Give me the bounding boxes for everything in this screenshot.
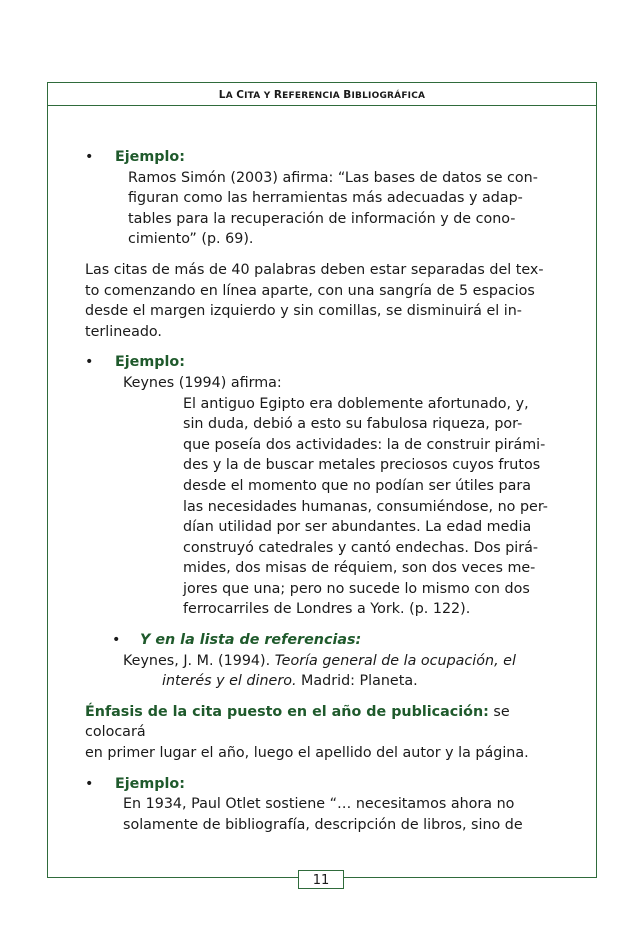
example-1-text — [85, 168, 563, 250]
bullet: • — [85, 354, 94, 371]
block-quote — [85, 394, 563, 621]
reference-title-cont: interés y el dinero. — [162, 673, 297, 690]
bullet: • — [85, 149, 94, 165]
text-line: Las citas de más de 40 palabras deben estar separadas del tex- — [85, 261, 544, 278]
text-line: En 1934, Paul Otlet sostiene “… necesitamos ahora no — [123, 796, 515, 813]
reference-author: Keynes, J. M. (1994). — [123, 652, 271, 669]
text-line: desde el margen izquierdo y sin comillas, se disminuirá el in- — [85, 303, 522, 320]
quote-line: construyó catedrales y cantó endechas. Dos pirá- — [183, 539, 539, 556]
text-line: Énfasis de la cita puesto en el año de publicación: se colocará — [85, 703, 510, 741]
quote-line: dían utilidad por ser abundantes. La edad media — [183, 519, 532, 536]
reference-line-2 — [123, 671, 563, 692]
emphasis-heading: Énfasis de la cita puesto en el año de publicación: — [85, 703, 489, 720]
quote-line: El antiguo Egipto era doblemente afortunado, y, — [183, 395, 529, 412]
reference-title: Teoría general de la ocupación, el — [274, 652, 516, 669]
reference-line-1 — [123, 651, 563, 672]
reference-label: Y en la lista de referencias: — [140, 632, 362, 649]
example-1 — [85, 147, 563, 168]
reference-list-heading — [85, 630, 563, 651]
quote-line: sin duda, debió a esto su fabulosa riqueza, por- — [183, 416, 523, 433]
page-body — [85, 147, 563, 835]
bullet: • — [85, 775, 94, 792]
quote-line: ferrocarriles de Londres a York. (p. 122). — [183, 601, 471, 618]
running-header-title: LA CITA Y REFERENCIA BIBLIOGRÁFICA — [218, 89, 426, 101]
running-header — [48, 83, 596, 106]
text-line: cimiento” (p. 69). — [128, 231, 254, 248]
example-label: Ejemplo: — [115, 354, 185, 371]
paragraph-long-citations — [85, 260, 563, 342]
paragraph-year-emphasis — [85, 702, 563, 764]
quote-line: des y la de buscar metales preciosos cuyos frutos — [183, 457, 541, 474]
bullet: • — [112, 632, 121, 649]
text-line: solamente de bibliografía, descripción de libros, sino de — [123, 816, 523, 833]
text-line: Ramos Simón (2003) afirma: “Las bases de datos se con- — [128, 169, 538, 186]
example-3 — [85, 774, 563, 795]
example-2 — [85, 352, 563, 373]
example-2-intro: Keynes (1994) afirma: — [123, 374, 282, 391]
text-line: tables para la recuperación de información y de cono- — [128, 210, 516, 227]
quote-line: las necesidades humanas, consumiéndose, no per- — [183, 498, 548, 515]
reference-publisher: Madrid: Planeta. — [301, 673, 418, 690]
text-line: terlineado. — [85, 323, 162, 340]
quote-line: mides, dos misas de réquiem, son dos veces me- — [183, 560, 536, 577]
quote-line: jores que una; pero no sucede lo mismo con dos — [183, 580, 530, 597]
text-line: to comenzando en línea aparte, con una sangría de 5 espacios — [85, 282, 535, 299]
text-line: en primer lugar el año, luego el apellido del autor y la página. — [85, 745, 529, 762]
example-label: Ejemplo: — [115, 775, 185, 792]
page-number: 11 — [298, 870, 344, 889]
quote-line: que poseía dos actividades: la de construir pirámi- — [183, 436, 546, 453]
quote-line: desde el momento que no podían ser útiles para — [183, 477, 532, 494]
example-3-text — [85, 794, 563, 835]
text-line: figuran como las herramientas más adecuadas y adap- — [128, 190, 523, 207]
reference-entry — [85, 651, 563, 692]
example-label: Ejemplo: — [115, 149, 185, 165]
